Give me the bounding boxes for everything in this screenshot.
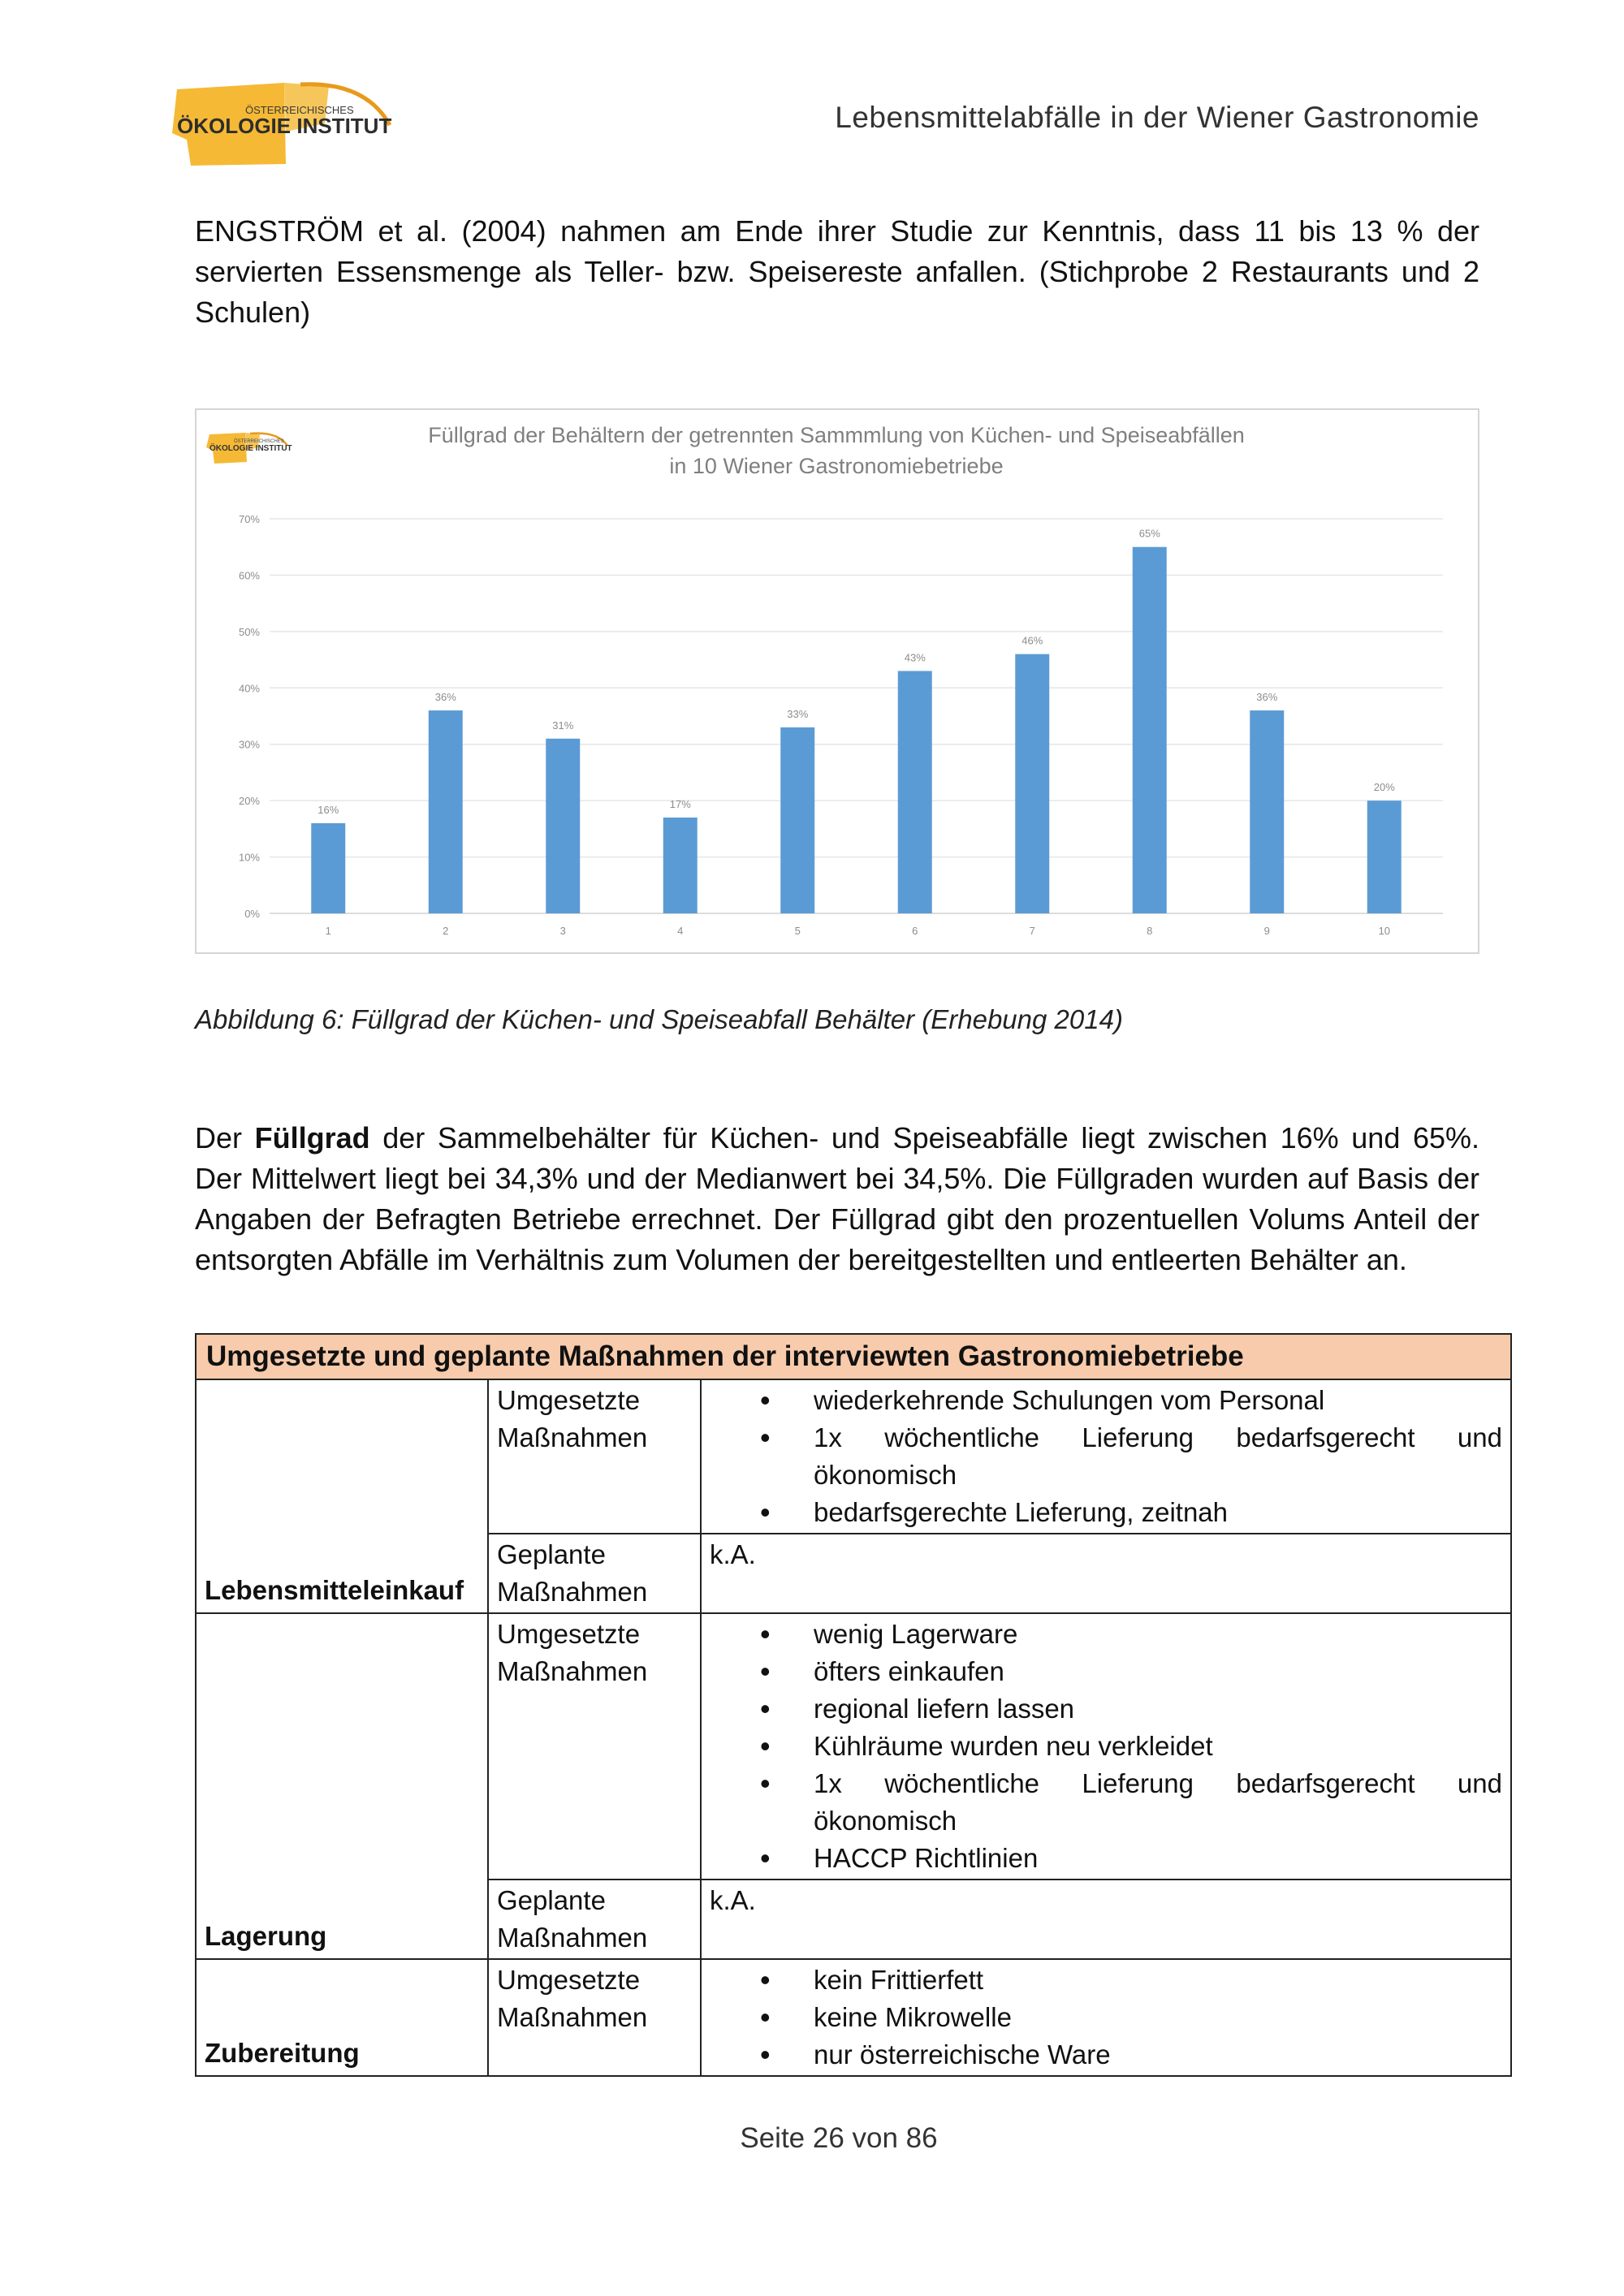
logo-line1: ÖSTERREICHISCHES [245,104,354,116]
fill-level-chart [195,408,1479,954]
data-label: 46% [1021,634,1043,647]
chart-logo-line2: ÖKOLOGIE INSTITUT [209,444,292,453]
measure-items-cell [701,1613,1511,1880]
x-tick-label: 3 [559,925,566,937]
planned-value-cell: k.A. [701,1534,1511,1613]
y-tick-label: 20% [238,795,260,808]
category-cell: Lebensmitteleinkauf [196,1379,488,1613]
para2-body: der Sammelbehälter für Küchen- und Speiseabfälle liegt zwischen 16% und 65%. Der Mittelwert liegt bei 34,3% und der Medianwert bei 34,5%. Die Füllgraden wurden auf Basis der Angaben der Befragten Betriebe errechnet. Der Füllgrad gibt den prozentuellen Volums Anteil der entsorgten Abfälle im Verhältnis zum Volumen der bereitgestellten und entleerten Behälter an. [195,1121,1479,1276]
x-tick-label: 9 [1263,925,1270,937]
list-item: • öfters einkaufen [710,1653,1502,1690]
planned-value-cell: k.A. [701,1880,1511,1959]
data-label: 17% [669,797,691,810]
table-row [196,1613,1511,1880]
data-label: 31% [552,719,574,732]
bar [663,818,698,913]
table-row [196,1379,1511,1534]
fill-level-paragraph [195,1118,1479,1280]
y-tick-label: 0% [244,908,260,920]
measure-type-cell: Umgesetzte Maßnahmen [488,1613,701,1880]
x-tick-label: 6 [912,925,918,937]
list-item: • keine Mikrowelle [710,1999,1502,2036]
chart-logo [206,433,292,464]
page-number: Seite 26 von 86 [740,2122,938,2154]
x-tick-label: 4 [677,925,684,937]
data-label: 16% [317,803,339,816]
list-item: • wiederkehrende Schulungen vom Personal [710,1382,1502,1419]
chart-title-line1: Füllgrad der Behältern der getrennten Sammmlung von Küchen- und Speiseabfällen [428,423,1245,447]
table-heading: Umgesetzte und geplante Maßnahmen der interviewten Gastronomiebetriebe [196,1334,1511,1379]
oekologie-institut-logo [162,75,406,172]
bar [311,823,345,913]
bar [780,727,814,913]
chart-title-line2: in 10 Wiener Gastronomiebetriebe [669,454,1004,478]
list-item: • HACCP Richtlinien [710,1840,1502,1877]
measure-type-cell: Geplante Maßnahmen [488,1880,701,1959]
category-cell: Lagerung [196,1613,488,1959]
measure-type-cell: Umgesetzte Maßnahmen [488,1959,701,2076]
list-item: • wenig Lagerware [710,1616,1502,1653]
x-tick-label: 5 [794,925,801,937]
intro-paragraph: ENGSTRÖM et al. (2004) nahmen am Ende ihrer Studie zur Kenntnis, dass 11 bis 13 % der servierten Essensmenge als Teller- bzw. Speisereste anfallen. (Stichprobe 2 Restaurants und 2 Schulen) [195,214,1479,329]
x-tick-label: 10 [1378,925,1390,937]
measure-items-cell [701,1959,1511,2076]
bar [546,739,580,913]
para2-bold-term: Füllgrad [254,1121,370,1154]
y-tick-label: 30% [238,738,260,751]
logo-graphic [162,75,406,172]
y-tick-label: 70% [238,513,260,525]
logo-line2: ÖKOLOGIE INSTITUT [177,114,392,138]
table-row [196,1959,1511,2076]
bar [1250,710,1284,913]
bar [1015,654,1049,913]
list-item: • bedarfsgerechte Lieferung, zeitnah [710,1494,1502,1531]
measure-type-cell: Umgesetzte Maßnahmen [488,1379,701,1534]
list-item: • nur österreichische Ware [710,2036,1502,2074]
list-item: • Kühlräume wurden neu verkleidet [710,1728,1502,1765]
y-tick-label: 50% [238,625,260,638]
measure-type-cell: Geplante Maßnahmen [488,1534,701,1613]
bar [429,710,463,913]
data-label: 65% [1138,527,1160,540]
x-tick-label: 2 [443,925,449,937]
data-label: 43% [904,651,926,664]
y-tick-label: 60% [238,569,260,582]
data-label: 20% [1373,781,1395,794]
running-header-title: Lebensmittelabfälle in der Wiener Gastronomie [835,101,1479,134]
y-tick-label: 10% [238,851,260,864]
measure-items-cell [701,1379,1511,1534]
bar [898,671,932,913]
chart-logo-line1: ÖSTERREICHISCHES [234,439,284,444]
list-item: • 1x wöchentliche Lieferung bedarfsgerecht und ökonomisch [710,1765,1502,1840]
figure-caption: Abbildung 6: Füllgrad der Küchen- und Speiseabfall Behälter (Erhebung 2014) [195,1004,1123,1034]
chart-x-axis [326,925,1390,937]
chart-svg [197,410,1478,952]
list-item: • 1x wöchentliche Lieferung bedarfsgerecht und ökonomisch [710,1419,1502,1494]
bar [1133,547,1167,913]
data-label: 33% [787,707,809,720]
list-item: • regional liefern lassen [710,1690,1502,1728]
bar [1367,801,1402,913]
data-label: 36% [1256,691,1278,704]
data-label: 36% [434,691,456,704]
measures-table [195,1333,1512,2077]
chart-y-axis [239,513,260,920]
category-cell: Zubereitung [196,1959,488,2076]
chart-bars [311,528,1402,913]
x-tick-label: 1 [325,925,331,937]
x-tick-label: 8 [1147,925,1153,937]
para2-lead: Der [195,1121,255,1154]
x-tick-label: 7 [1029,925,1035,937]
list-item: • kein Frittierfett [710,1962,1502,1999]
y-tick-label: 40% [238,682,260,695]
